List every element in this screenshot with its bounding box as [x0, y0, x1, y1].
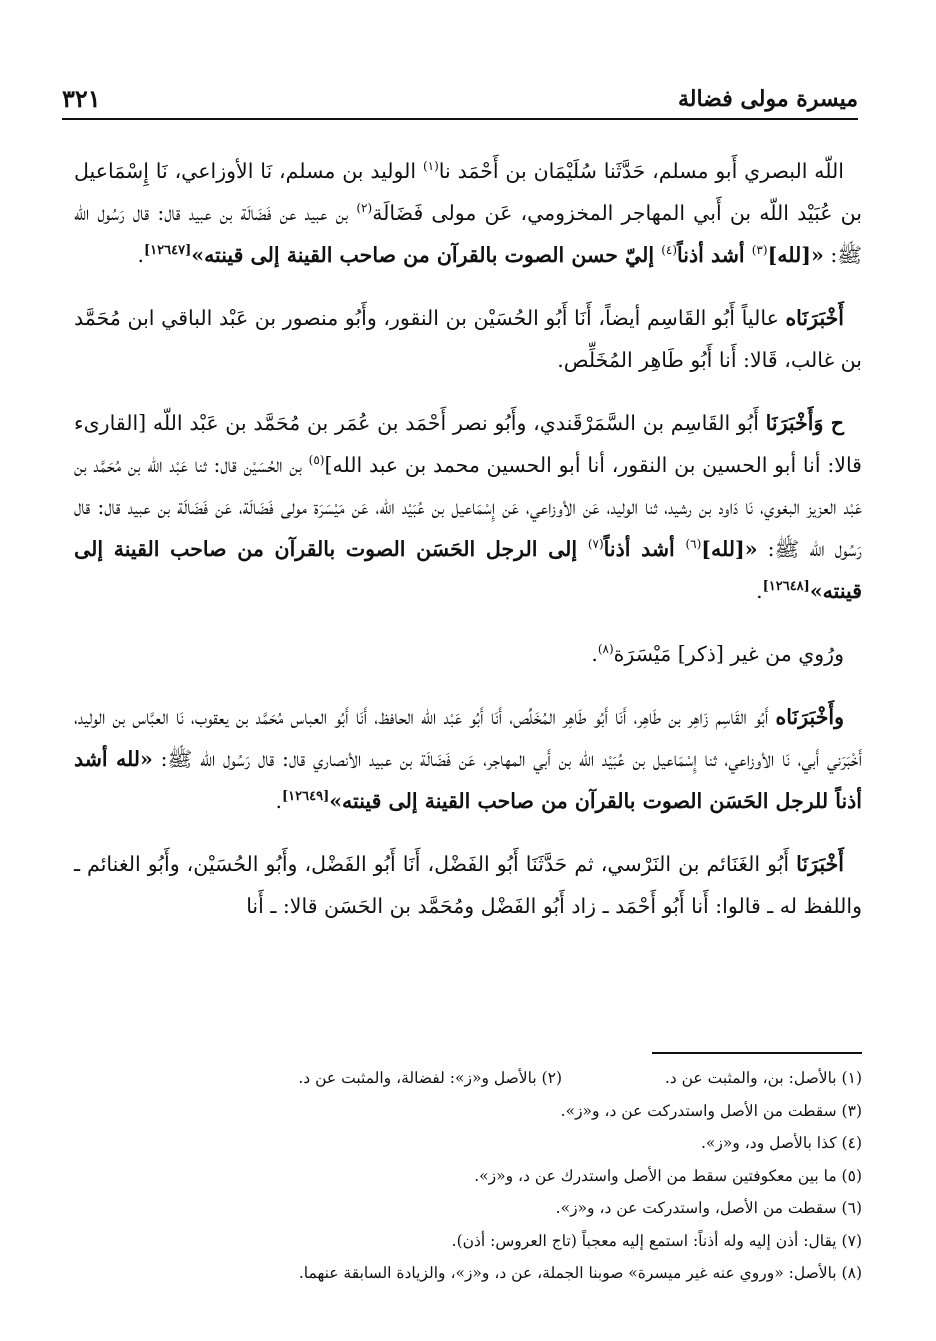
- bold-phrase: إليّ حسن الصوت بالقرآن من صاحب القينة إلى قينته»: [191, 243, 662, 267]
- bold-phrase: «[لله]: [767, 243, 824, 267]
- footnote-marker: (٢): [356, 201, 373, 216]
- bold-phrase: أشد أذناً: [603, 537, 686, 561]
- footnote-row: [150, 1062, 862, 1095]
- page-header: [62, 82, 858, 122]
- text-paragraph: [74, 696, 862, 822]
- text-run: .: [756, 579, 763, 603]
- text-run: .: [275, 789, 282, 813]
- text-run: .: [591, 642, 598, 666]
- text-paragraph: [74, 633, 862, 675]
- footnote-4: (٤) كذا بالأصل ود، و«ز».: [701, 1134, 862, 1152]
- text-run: الوليد بن مسلم، نَا الأوزاعي، نَا إِسْمَاعيل بن عُبَيْد اللّه بن أَبي المهاجر المخزومي، عَن مولى فَضَالَة: [74, 159, 862, 225]
- footnote-6: (٦) سقطت من الأصل، واستدركت عن د، و«ز».: [555, 1199, 862, 1217]
- bold-phrase: أَخْبَرَنَا: [796, 852, 844, 876]
- text-run: ورُوي من غير [ذكر] مَيْسَرَة: [613, 642, 844, 666]
- text-run: أَبُو القَاسِم زَاهِر بن طَاهِر، أَنَا أَبُو طَاهِر المُخَلِّص، أَنَا أَبُو عَبْد اللّه الحافظ، أَنَا أَبُو العباس مُحَمَّد بن يعقوب، نَا العبَّاس بن الوليد، أَخْبَرَني أَبي، نَا الأوزاعي، ثنا إِسْمَاعيل بن عُبَيْد اللّه بن أَبي المهاجر، عَن فَضَالَة بن عبيد الأنصاري قال: قال رَسُول اللّه ﷺ:: [74, 705, 862, 771]
- bold-phrase: أشد أذناً: [677, 243, 752, 267]
- footnote-marker: (١): [422, 159, 439, 174]
- bold-phrase: «[لله]: [701, 537, 758, 561]
- bold-phrase: ح وَأَخْبَرَنَا: [765, 411, 844, 435]
- footnote-separator: [652, 1052, 862, 1054]
- bold-phrase: وأَخْبَرَنَاه: [775, 705, 844, 729]
- header-rule: [62, 118, 858, 120]
- hadith-reference-number: [١٢٦٤٧]: [144, 243, 192, 259]
- text-run: عالياً أَبُو القَاسِم أيضاً، أَنَا أَبُو الحُسَيْن بن النقور، وأَبُو منصور بن عَبْد الباقي ابن مُحَمَّد بن غالب، قَالا: أَنا أَبُو طَاهِر المُخَلِّص.: [74, 306, 862, 372]
- text-run: بن الحُسَيْن قال: ثنا عَبْد اللّه بن مُحَمَّد بن عَبْد العزيز البغوي، نَا دَاود بن رشيد، ثنا الوليد، عَن الأوزاعي، عَن إِسْمَاعيل بن عُبَيْد اللّه، عَن مَيْسَرَة مولى فَضَالَة، عَن فَضَالَة بن عبيد قال: قال رَسُول اللّه ﷺ:: [74, 453, 862, 561]
- footnote-marker: (٧): [587, 537, 604, 552]
- text-run: اللّه البصري أَبو مسلم، حَدَّثَنا سُلَيْمَان بن أَحْمَد نا: [438, 159, 844, 183]
- footnote-7: (٧) يقال: أذن إليه وله أذناً: استمع إليه معجباً (تاج العروس: أذن).: [451, 1231, 862, 1250]
- footnote-marker: (٦): [685, 537, 702, 552]
- footnote-marker: (٨): [597, 642, 614, 657]
- text-run: أَبُو الغَنَائم بن النَرْسي، ثم حَدَّثَنَا أَبُو الفَضْل، أَنَا أَبُو الفَضْل، وأَبُو الحُسَيْن، وأَبُو الغنائم ـ واللفظ له ـ قالوا: أَنا أَبُو أَحْمَد ـ زاد أَبُو الفَضْل ومُحَمَّد بن الحَسَن قالا: ـ أَنا: [74, 852, 862, 918]
- hadith-reference-number: [١٢٦٤٨]: [762, 579, 810, 595]
- bold-phrase: إلى الرجل الحَسَن الصوت بالقرآن من صاحب القينة إلى قينته»: [74, 537, 862, 603]
- bold-phrase: أَخْبَرَنَاه: [785, 306, 844, 330]
- footnote-row: [150, 1192, 862, 1225]
- text-run: بن عبيد عن فَضَالَة بن عبيد قال: قال رَسُول اللّه ﷺ:: [74, 201, 862, 267]
- footnote-marker: (٤): [661, 243, 678, 258]
- text-run: .: [137, 243, 145, 267]
- footnote-row: [150, 1225, 862, 1258]
- main-text: [74, 150, 862, 948]
- bold-phrase: «لله أشد أذناً للرجل الحَسَن الصوت بالقرآن من صاحب القينة إلى قينته»: [74, 747, 862, 813]
- text-run: أَبُو القَاسِم بن السَّمَرْقَندي، وأَبُو نصر أَحْمَد بن عُمَر بن مُحَمَّد بن عَبْد اللّه [القارىء قالا: أنا أبو الحسين بن النقور، أنا أبو الحسين محمد بن عبد الله]: [74, 411, 862, 477]
- running-title: ميسرة مولى فضالة: [677, 86, 858, 112]
- page-number: ٣٢١: [62, 84, 101, 113]
- footnote-row: [150, 1127, 862, 1160]
- footnote-1: (١) بالأصل: بن، والمثبت عن د.: [664, 1069, 862, 1087]
- hadith-reference-number: [١٢٦٤٩]: [282, 789, 330, 805]
- footnote-marker: (٥): [308, 453, 325, 468]
- footnote-row: [150, 1095, 862, 1128]
- footnote-8: (٨) بالأصل: «وروي عنه غير ميسرة» صوبنا الجملة، عن د، و«ز»، والزيادة السابقة عنهما.: [298, 1264, 862, 1282]
- text-paragraph: [74, 150, 862, 276]
- footnote-row: [150, 1160, 862, 1193]
- footnote-row: [150, 1257, 862, 1290]
- text-paragraph: [74, 402, 862, 612]
- footnote-2: (٢) بالأصل و«ز»: لفضالة، والمثبت عن د.: [298, 1069, 562, 1087]
- footnote-marker: (٣): [751, 243, 768, 258]
- text-paragraph: [74, 843, 862, 927]
- footnote-3: (٣) سقطت من الأصل واستدركت عن د، و«ز».: [560, 1101, 862, 1120]
- footnotes: [150, 1062, 862, 1290]
- text-paragraph: [74, 297, 862, 381]
- footnote-5: (٥) ما بين معكوفتين سقط من الأصل واستدرك عن د، و«ز».: [474, 1166, 862, 1185]
